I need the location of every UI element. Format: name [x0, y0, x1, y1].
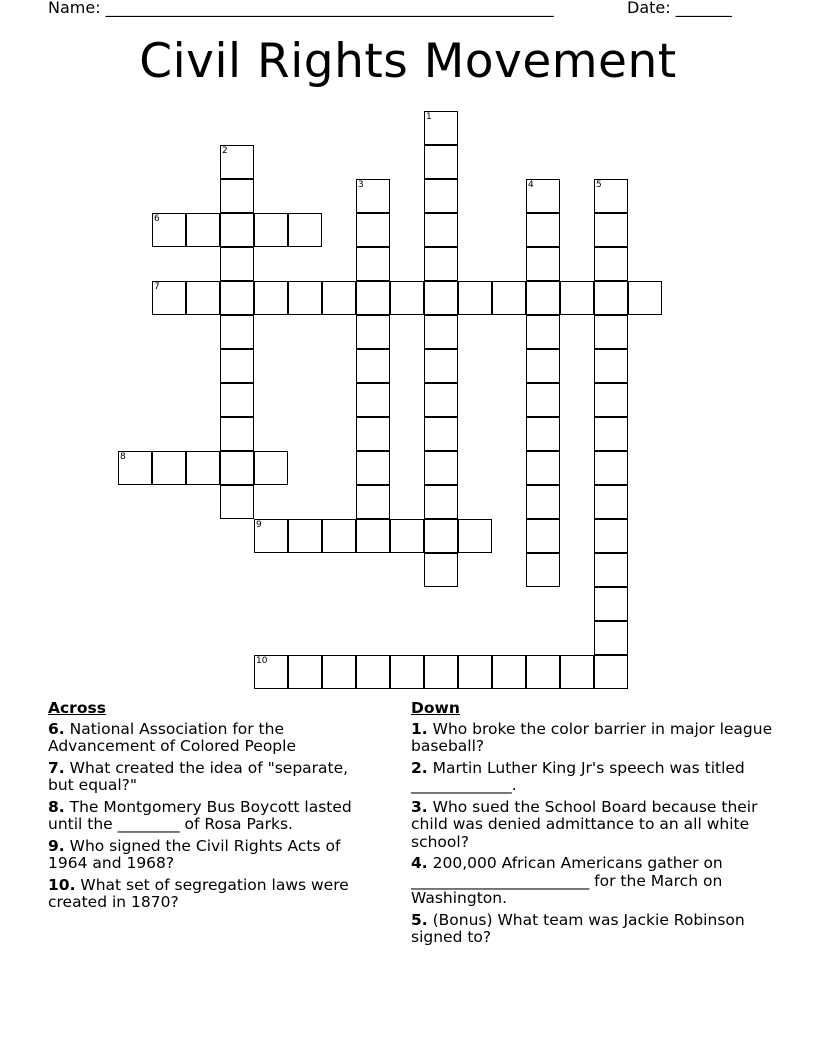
- crossword-cell[interactable]: [560, 655, 594, 689]
- crossword-cell[interactable]: [356, 485, 390, 519]
- crossword-cell[interactable]: [526, 179, 560, 213]
- crossword-cell[interactable]: [288, 519, 322, 553]
- crossword-cell[interactable]: [390, 281, 424, 315]
- crossword-cell[interactable]: [356, 417, 390, 451]
- crossword-cell[interactable]: [390, 655, 424, 689]
- crossword-cell[interactable]: [594, 315, 628, 349]
- crossword-cell[interactable]: [356, 451, 390, 485]
- crossword-cell[interactable]: [492, 281, 526, 315]
- crossword-cell[interactable]: [594, 213, 628, 247]
- crossword-cell[interactable]: [254, 655, 288, 689]
- crossword-cell[interactable]: [458, 655, 492, 689]
- crossword-cell[interactable]: [594, 383, 628, 417]
- crossword-cell[interactable]: [594, 247, 628, 281]
- crossword-cell[interactable]: [220, 383, 254, 417]
- clue-number: 9.: [48, 836, 65, 855]
- crossword-cell[interactable]: [424, 281, 458, 315]
- clue-number: 4.: [411, 854, 428, 872]
- crossword-cell[interactable]: [220, 213, 254, 247]
- crossword-cell[interactable]: [356, 383, 390, 417]
- crossword-cell[interactable]: [424, 655, 458, 689]
- crossword-cell[interactable]: [594, 485, 628, 519]
- cell-number: 5: [596, 180, 602, 190]
- crossword-cell[interactable]: [152, 451, 186, 485]
- clue-across-8: [48, 799, 378, 834]
- cell-number: 9: [256, 520, 262, 530]
- clue-number: 5.: [411, 910, 428, 929]
- crossword-cell[interactable]: [424, 145, 458, 179]
- clue-text: What created the idea of "separate, but equal?": [48, 758, 349, 794]
- cell-number: 10: [256, 656, 268, 666]
- cell-number: 1: [426, 112, 432, 122]
- clue-text: Who broke the color barrier in major league baseball?: [411, 719, 773, 755]
- crossword-cell[interactable]: [458, 519, 492, 553]
- clue-text: Who signed the Civil Rights Acts of 1964 and 1968?: [48, 836, 341, 872]
- clue-text: Who sued the School Board because their child was denied admittance to an all white school?: [411, 797, 758, 851]
- crossword-cell[interactable]: [322, 655, 356, 689]
- crossword-cell[interactable]: [526, 349, 560, 383]
- crossword-cell[interactable]: [220, 315, 254, 349]
- name-field: Name: ________________________________________________________: [48, 0, 554, 17]
- crossword-cell[interactable]: [594, 553, 628, 587]
- crossword-cell[interactable]: [526, 383, 560, 417]
- crossword-cell[interactable]: [526, 213, 560, 247]
- clue-down-1: [411, 721, 781, 756]
- crossword-cell[interactable]: [356, 213, 390, 247]
- cell-number: 7: [154, 282, 160, 292]
- clue-across-7: [48, 760, 378, 795]
- crossword-cell[interactable]: [594, 281, 628, 315]
- clue-number: 2.: [411, 758, 428, 777]
- crossword-cell[interactable]: [424, 247, 458, 281]
- crossword-cell[interactable]: [220, 417, 254, 451]
- crossword-cell[interactable]: [356, 281, 390, 315]
- crossword-cell[interactable]: [186, 281, 220, 315]
- crossword-cell[interactable]: [288, 213, 322, 247]
- crossword-cell[interactable]: [594, 587, 628, 621]
- crossword-cell[interactable]: [424, 111, 458, 145]
- crossword-cell[interactable]: [424, 553, 458, 587]
- cell-number: 2: [222, 146, 228, 156]
- crossword-cell[interactable]: [526, 451, 560, 485]
- clue-number: 8.: [48, 797, 65, 816]
- crossword-cell[interactable]: [186, 451, 220, 485]
- clue-number: 10.: [48, 875, 76, 894]
- crossword-cell[interactable]: [220, 179, 254, 213]
- cell-number: 3: [358, 180, 364, 190]
- crossword-cell[interactable]: [356, 655, 390, 689]
- crossword-cell[interactable]: [118, 451, 152, 485]
- clue-number: 3.: [411, 797, 428, 816]
- crossword-cell[interactable]: [458, 281, 492, 315]
- crossword-cell[interactable]: [288, 655, 322, 689]
- clue-text: 200,000 African Americans gather on _______________________ for the March on Washington.: [411, 854, 723, 907]
- clue-number: 6.: [48, 719, 65, 738]
- clue-across-6: [48, 721, 378, 756]
- crossword-cell[interactable]: [220, 349, 254, 383]
- clue-number: 7.: [48, 758, 65, 777]
- crossword-cell[interactable]: [594, 519, 628, 553]
- crossword-cell[interactable]: [356, 247, 390, 281]
- clue-text: National Association for the Advancement of Colored People: [48, 719, 296, 755]
- clue-number: 1.: [411, 719, 428, 738]
- crossword-cell[interactable]: [594, 655, 628, 689]
- crossword-cell[interactable]: [152, 281, 186, 315]
- crossword-cell[interactable]: [492, 655, 526, 689]
- crossword-cell[interactable]: [594, 349, 628, 383]
- crossword-cell[interactable]: [424, 179, 458, 213]
- crossword-cell[interactable]: [594, 179, 628, 213]
- date-field: Date: _______: [627, 0, 732, 17]
- crossword-cell[interactable]: [594, 417, 628, 451]
- crossword-cell[interactable]: [356, 179, 390, 213]
- crossword-cell[interactable]: [220, 281, 254, 315]
- crossword-cell[interactable]: [288, 281, 322, 315]
- crossword-cell[interactable]: [526, 315, 560, 349]
- crossword-cell[interactable]: [390, 519, 424, 553]
- crossword-cell[interactable]: [424, 315, 458, 349]
- crossword-cell[interactable]: [526, 519, 560, 553]
- crossword-cell[interactable]: [526, 655, 560, 689]
- crossword-cell[interactable]: [322, 519, 356, 553]
- crossword-cell[interactable]: [424, 213, 458, 247]
- crossword-cell[interactable]: [526, 485, 560, 519]
- clue-text: Martin Luther King Jr's speech was titled _____________.: [411, 758, 745, 794]
- across-clues: [48, 700, 378, 916]
- across-heading: Across: [48, 699, 106, 717]
- crossword-cell[interactable]: [560, 281, 594, 315]
- down-heading: Down: [411, 699, 460, 717]
- crossword-cell[interactable]: [526, 247, 560, 281]
- crossword-cell[interactable]: [424, 417, 458, 451]
- crossword-cell[interactable]: [254, 451, 288, 485]
- crossword-cell[interactable]: [356, 349, 390, 383]
- cell-number: 8: [120, 452, 126, 462]
- down-clues: [411, 700, 781, 951]
- crossword-cell[interactable]: [152, 213, 186, 247]
- crossword-cell[interactable]: [356, 315, 390, 349]
- crossword-cell[interactable]: [220, 485, 254, 519]
- crossword-cell[interactable]: [424, 485, 458, 519]
- crossword-cell[interactable]: [356, 519, 390, 553]
- crossword-cell[interactable]: [526, 553, 560, 587]
- clue-across-10: [48, 877, 378, 912]
- crossword-cell[interactable]: [254, 519, 288, 553]
- crossword-cell[interactable]: [628, 281, 662, 315]
- clue-down-3: [411, 799, 781, 852]
- cell-number: 4: [528, 180, 534, 190]
- clue-down-4: [411, 855, 781, 908]
- crossword-cell[interactable]: [254, 281, 288, 315]
- crossword-cell[interactable]: [424, 349, 458, 383]
- clue-text: What set of segregation laws were created in 1870?: [48, 875, 349, 911]
- clue-text: (Bonus) What team was Jackie Robinson signed to?: [411, 910, 745, 946]
- crossword-cell[interactable]: [254, 213, 288, 247]
- crossword-cell[interactable]: [526, 417, 560, 451]
- crossword-cell[interactable]: [220, 247, 254, 281]
- crossword-cell[interactable]: [594, 621, 628, 655]
- crossword-cell[interactable]: [526, 281, 560, 315]
- crossword-cell[interactable]: [220, 145, 254, 179]
- crossword-cell[interactable]: [424, 451, 458, 485]
- crossword-cell[interactable]: [186, 213, 220, 247]
- clue-down-5: [411, 912, 781, 947]
- crossword-cell[interactable]: [322, 281, 356, 315]
- crossword-cell[interactable]: [220, 451, 254, 485]
- crossword-cell[interactable]: [424, 383, 458, 417]
- clue-text: The Montgomery Bus Boycott lasted until the ________ of Rosa Parks.: [48, 797, 352, 833]
- crossword-cell[interactable]: [594, 451, 628, 485]
- cell-number: 6: [154, 214, 160, 224]
- clue-down-2: [411, 760, 781, 795]
- clue-across-9: [48, 838, 378, 873]
- crossword-cell[interactable]: [424, 519, 458, 553]
- page-title: Civil Rights Movement: [139, 34, 677, 89]
